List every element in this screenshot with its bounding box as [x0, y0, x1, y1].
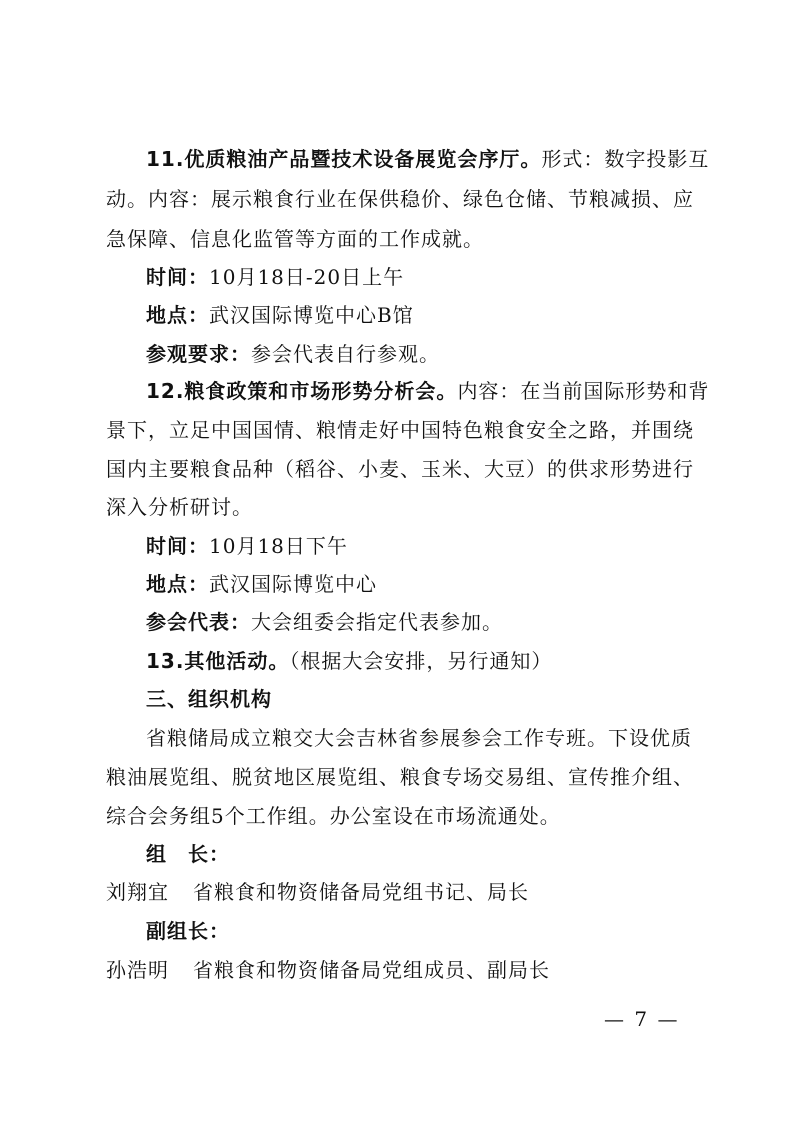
item13-rest: （根据大会安排，另行通知）: [289, 649, 553, 673]
section3-heading: 三、组织机构: [146, 687, 272, 711]
item12-line3: 国内主要粮食品种（稻谷、小麦、玉米、大豆）的供求形势进行: [106, 457, 694, 481]
item13-heading: 13.其他活动。: [146, 649, 290, 673]
deputy-line: [106, 955, 550, 985]
deputy-title: 省粮食和物资储备局党组成员、副局长: [193, 958, 550, 982]
item12-heading: 12.粮食政策和市场形势分析会。: [146, 379, 458, 403]
item12-rep-value: 大会组委会指定代表参加。: [251, 610, 503, 634]
item11-place: [146, 300, 414, 330]
leader-label: 组 长：: [146, 842, 230, 866]
leader-name: 刘翔宜: [106, 880, 169, 904]
item11-req-label: 参观要求：: [146, 342, 251, 366]
item11-line3: 急保障、信息化监管等方面的工作成就。: [106, 227, 484, 251]
item12-line1-rest: 内容：在当前国际形势和背: [457, 379, 710, 403]
item11-heading: 11.优质粮油产品暨技术设备展览会序厅。: [146, 147, 542, 171]
item12-place: [146, 569, 377, 599]
section3-para-line3: 综合会务组5个工作组。办公室设在市场流通处。: [106, 804, 561, 828]
item12-rep-label: 参会代表：: [146, 610, 251, 634]
item11-req-value: 参会代表自行参观。: [251, 342, 440, 366]
item12-time-value: 10月18日下午: [209, 534, 348, 558]
deputy-label: 副组长：: [146, 919, 230, 943]
item12-line2: 景下，立足中国国情、粮情走好中国特色粮食安全之路，并围绕: [106, 418, 694, 442]
leader-title: 省粮食和物资储备局党组书记、局长: [193, 880, 529, 904]
item11-line1-rest: 形式：数字投影互: [541, 147, 710, 171]
deputy-name: 孙浩明: [106, 958, 169, 982]
item11-line2: 动。内容：展示粮食行业在保供稳价、绿色仓储、节粮减损、应: [106, 187, 694, 211]
item11-time-label: 时间：: [146, 265, 209, 289]
page-number: — 7 —: [604, 1007, 680, 1031]
item13-line: [146, 646, 552, 676]
section3-para-line1: 省粮储局成立粮交大会吉林省参展参会工作专班。下设优质: [146, 726, 692, 750]
item12-representatives: [146, 607, 503, 637]
item11-place-label: 地点：: [146, 303, 209, 327]
item11-requirement: [146, 339, 440, 369]
item11-line1: [146, 144, 709, 174]
item12-place-value: 武汉国际博览中心: [209, 572, 377, 596]
item12-place-label: 地点：: [146, 572, 209, 596]
item11-time: [146, 262, 404, 292]
item12-time-label: 时间：: [146, 534, 209, 558]
item11-time-value: 10月18日-20日上午: [209, 265, 405, 289]
item11-place-value: 武汉国际博览中心B馆: [209, 303, 414, 327]
item12-line4: 深入分析研讨。: [106, 495, 253, 519]
section3-para-line2: 粮油展览组、脱贫地区展览组、粮食专场交易组、宣传推介组、: [106, 765, 694, 789]
item12-line1: [146, 376, 709, 406]
item12-time: [146, 531, 348, 561]
leader-line: [106, 877, 529, 907]
